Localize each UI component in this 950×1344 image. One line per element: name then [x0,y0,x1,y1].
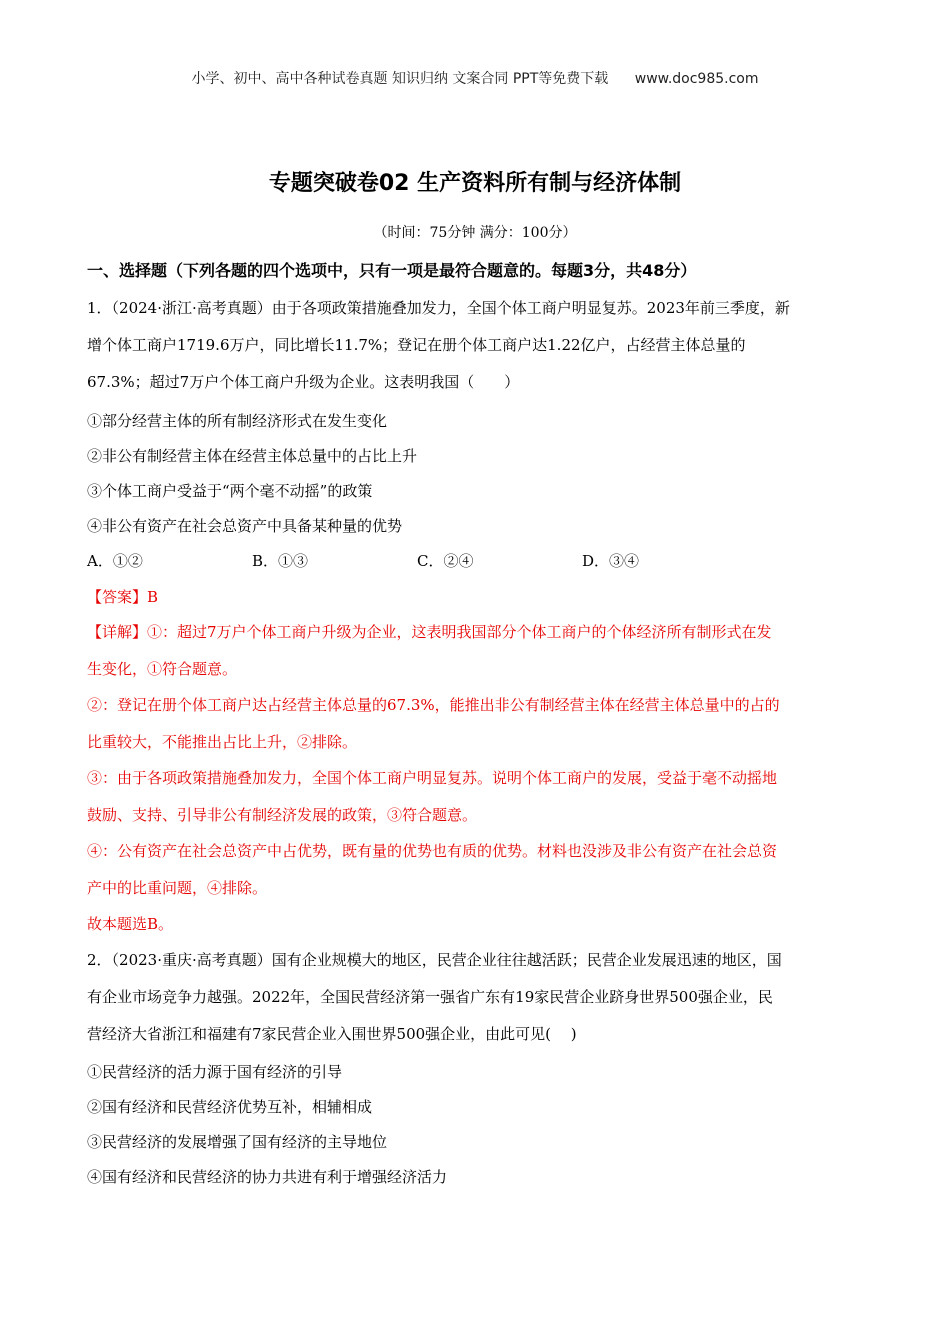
analysis-line: 鼓励、支持、引导非公有制经济发展的政策，③符合题意。 [87,806,478,824]
header-site-link[interactable]: www.doc985.com [634,71,759,87]
option-c: C．②④ [417,552,474,570]
statement-item: ①民营经济的活力源于国有经济的引导 [87,1063,343,1081]
statement-item: ①部分经营主体的所有制经济形式在发生变化 [87,412,388,430]
section-heading: 一、选择题（下列各题的四个选项中，只有一项是最符合题意的。每题3分，共48分） [87,261,697,280]
option-d: D．③④ [582,552,640,570]
analysis-line: 生变化，①符合题意。 [87,660,238,678]
question-stem-line: 有企业市场竞争力越强。2022年，全国民营经济第一强省广东有19家民营企业跻身世界500强企业，民 [87,988,773,1006]
statement-item: ④非公有资产在社会总资产中具备某种量的优势 [87,517,403,535]
statement-item: ②国有经济和民营经济优势互补，相辅相成 [87,1098,373,1116]
analysis-line: 产中的比重问题，④排除。 [87,879,268,897]
exam-info: （时间：75分钟 满分：100分） [373,225,577,241]
question-stem-line: 营经济大省浙江和福建有7家民营企业入围世界500强企业，由此可见( ) [87,1025,577,1043]
page-header [0,68,950,88]
question-stem-line: 1．（2024·浙江·高考真题）由于各项政策措施叠加发力，全国个体工商户明显复苏。2023年前三季度，新 [87,299,790,317]
option-a: A．①② [87,552,143,570]
question-stem-line: 2．（2023·重庆·高考真题）国有企业规模大的地区，民营企业往往越活跃；民营企业发展迅速的地区，国 [87,951,782,969]
analysis-line: ③：由于各项政策措施叠加发力，全国个体工商户明显复苏。说明个体工商户的发展，受益于毫不动摇地 [87,769,778,787]
page-title: 专题突破卷02 生产资料所有制与经济体制 [268,171,682,196]
analysis-line: ②：登记在册个体工商户达占经营主体总量的67.3%，能推出非公有制经营主体在经营主体总量中的占的 [87,696,780,714]
conclusion-line: 故本题选B。 [87,915,174,933]
option-b: B．①③ [252,552,309,570]
analysis-line: 比重较大，不能推出占比上升，②排除。 [87,733,358,751]
header-text: 小学、初中、高中各种试卷真题 知识归纳 文案合同 PPT等免费下载 [191,71,609,87]
analysis-line: 【详解】①：超过7万户个体工商户升级为企业，这表明我国部分个体工商户的个体经济所有制形式在发 [87,623,772,641]
answer-options [87,550,867,571]
question-stem-line: 增个体工商户1719.6万户，同比增长11.7%；登记在册个体工商户达1.22亿户，占经营主体总量的 [87,336,746,354]
statement-item: ③个体工商户受益于“两个毫不动摇”的政策 [87,482,373,500]
statement-item: ③民营经济的发展增强了国有经济的主导地位 [87,1133,388,1151]
statement-item: ④国有经济和民营经济的协力共进有利于增强经济活力 [87,1168,448,1186]
analysis-line: ④：公有资产在社会总资产中占优势，既有量的优势也有质的优势。材料也没涉及非公有资产在社会总资 [87,842,778,860]
question-stem-line: 67.3%；超过7万户个体工商户升级为企业。这表明我国（ ） [87,373,520,391]
answer-key: 【答案】B [87,588,159,606]
statement-item: ②非公有制经营主体在经营主体总量中的占比上升 [87,447,418,465]
